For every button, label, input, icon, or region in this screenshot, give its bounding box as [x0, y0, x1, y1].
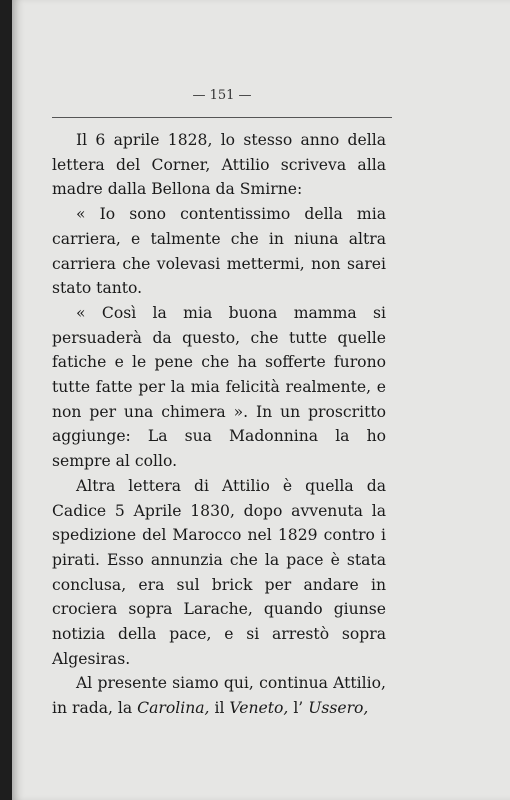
- paragraph-5-connector-1: il: [209, 699, 230, 718]
- ship-name-ussero: Ussero,: [308, 699, 369, 718]
- ship-name-veneto: Veneto,: [229, 699, 289, 718]
- paragraph-5-text: Al presente siamo qui, continua Attilio, in rada, la: [52, 674, 386, 718]
- paragraph-5-connector-2: l’: [288, 699, 309, 718]
- page-body: [52, 128, 386, 721]
- book-page: [12, 0, 510, 800]
- paragraph-4: Altra lettera di Attilio è quella da Cadice 5 Aprile 1830, dopo avvenuta la spedizione del Marocco nel 1829 contro i pirati. Esso annunzia che la pace è stata conclusa, era sul brick per andare in crociera sopra Larache, quando giunse notizia della pace, e si arrestò sopra Algesiras.: [52, 476, 386, 668]
- paragraph-2: « Io sono contentissimo della mia carriera, e talmente che in niuna altra carriera che volevasi mettermi, non sarei stato tanto.: [52, 205, 386, 298]
- paragraph-1: Il 6 aprile 1828, lo stesso anno della lettera del Corner, Attilio scriveva alla madre dalla Bellona da Smirne:: [52, 131, 386, 199]
- ship-name-carolina: Carolina,: [137, 699, 210, 718]
- paragraph-5: [52, 671, 386, 720]
- page-number: — 151 —: [192, 88, 252, 103]
- paragraph-3: « Così la mia buona mamma si persuaderà da questo, che tutte quelle fatiche e le pene che ha sofferte furono tutte fatte per la mia felicità realmente, e non per una chimera ». In un proscritto aggiunge: La sua Madonnina la ho sempre al collo.: [52, 303, 386, 471]
- header-rule: [52, 117, 392, 118]
